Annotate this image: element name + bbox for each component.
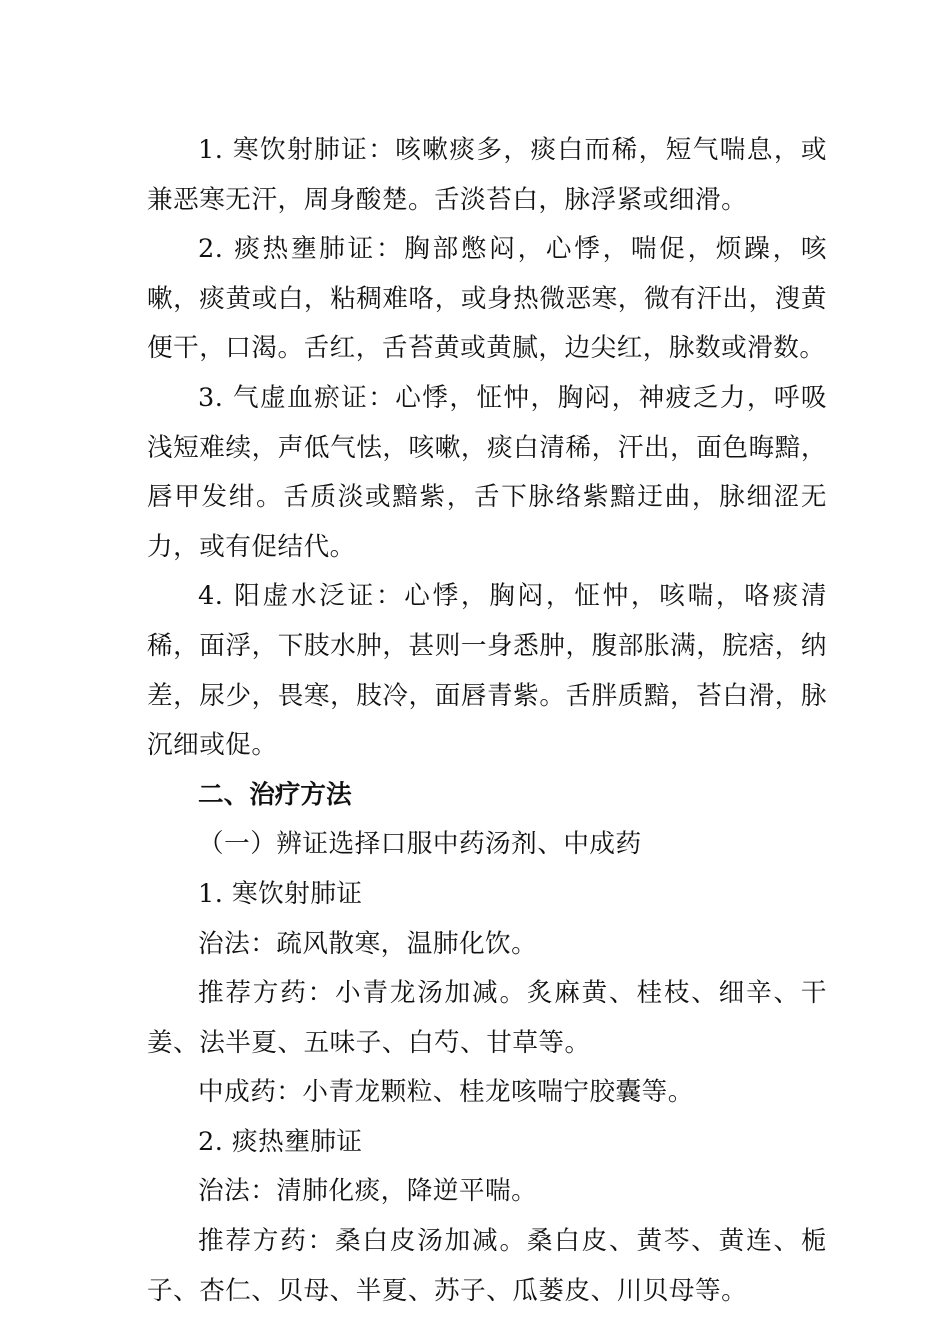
patent-medicine-cold-fluid: 中成药：小青龙颗粒、桂龙咳喘宁胶囊等。 <box>198 1077 694 1108</box>
subsection-heading: （一）辨证选择口服中药汤剂、中成药 <box>198 829 642 860</box>
recommended-prescription-phlegm-heat: 推荐方药：桑白皮汤加减。桑白皮、黄芩、黄连、栀子、杏仁、贝母、半夏、苏子、瓜蒌皮、川贝母等。 <box>147 1226 827 1306</box>
treatment-principle-phlegm-heat: 治法：清肺化痰，降逆平喘。 <box>198 1176 538 1207</box>
recommended-prescription-cold-fluid: 推荐方药：小青龙汤加减。炙麻黄、桂枝、细辛、干姜、法半夏、五味子、白芍、甘草等。 <box>147 978 827 1058</box>
section-heading-treatment: 二、治疗方法 <box>198 779 352 810</box>
symptom-paragraph-yang-deficiency: 4. 阳虚水泛证：心悸，胸闷，怔忡，咳喘，咯痰清稀，面浮，下肢水肿，甚则一身悉肿，腹部胀满，脘痞，纳差，尿少，畏寒，肢冷，面唇青紫。舌胖质黯，苔白滑，脉沉细或促。 <box>147 581 827 761</box>
symptom-paragraph-qi-deficiency: 3. 气虚血瘀证：心悸，怔忡，胸闷，神疲乏力，呼吸浅短难续，声低气怯，咳嗽，痰白清稀，汗出，面色晦黯，唇甲发绀。舌质淡或黯紫，舌下脉络紫黯迂曲，脉细涩无力，或有促结代。 <box>147 382 827 562</box>
item-heading-cold-fluid: 1. 寒饮射肺证 <box>198 878 363 909</box>
treatment-principle-cold-fluid: 治法：疏风散寒，温肺化饮。 <box>198 928 538 959</box>
symptom-paragraph-cold-fluid: 1. 寒饮射肺证：咳嗽痰多，痰白而稀，短气喘息，或兼恶寒无汗，周身酸楚。舌淡苔白，脉浮紧或细滑。 <box>147 135 827 215</box>
symptom-paragraph-phlegm-heat: 2. 痰热壅肺证：胸部憋闷，心悸，喘促，烦躁，咳嗽，痰黄或白，粘稠难咯，或身热微恶寒，微有汗出，溲黄便干，口渴。舌红，舌苔黄或黄腻，边尖红，脉数或滑数。 <box>147 234 827 364</box>
document-page <box>147 126 827 1316</box>
item-heading-phlegm-heat: 2. 痰热壅肺证 <box>198 1126 363 1157</box>
